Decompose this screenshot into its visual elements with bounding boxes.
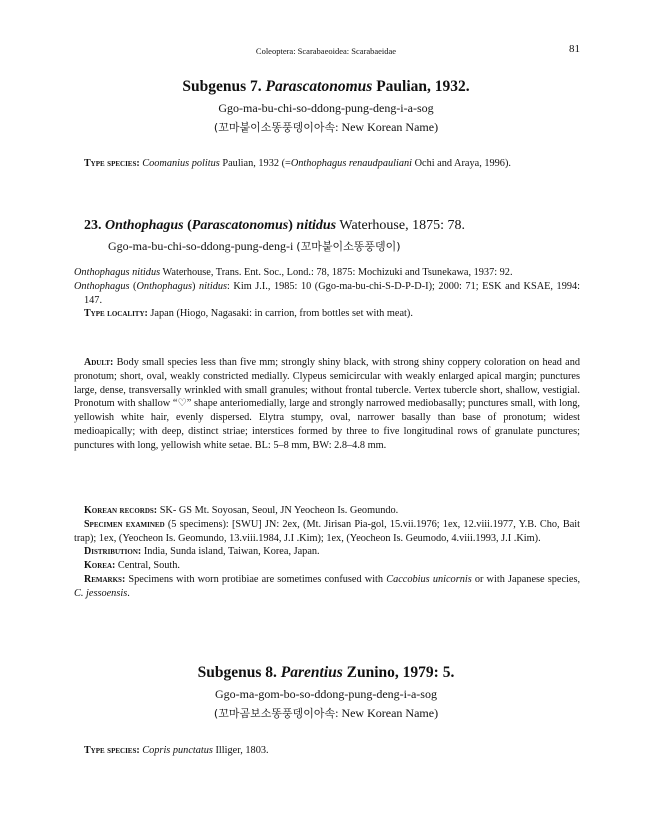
- subgenus-7-korean-line: [0, 119, 652, 135]
- adult-text: Body small species less than five mm; strongly shiny black, with strong shiny coppery coloration on head and pronotum; short, oval, weakly constricted medially. Clypeus semicircular with weakly enlarged apical margin; punctures large, dense, transversally wrinkled with small granules; without frontal tubercle. Vertex tubercle short, shallow, vestigial. Pronotum with shallow “♡” shape anteriomedially, large and strongly narrowed mediobasally; punctures small, with long, yellowish white hair, evenly dispersed. Elytra stumpy, oval, narrower basally than base of pronotum; widest medioapically; with deep, distinct striae; interstices formed by three to five longitudinal rows of granulate punctures; punctures with long, yellowish white setae. BL: 5–8 mm, BW: 2.8–4.8 mm.: [74, 357, 580, 451]
- species-korean: (꼬마붙이소똥풍뎅이): [296, 240, 401, 253]
- korea-text: Central, South.: [117, 560, 180, 572]
- species-number: 23.: [84, 218, 102, 233]
- running-head: Coleoptera: Scarabaeoidea: Scarabaeidae: [255, 46, 397, 56]
- remarks-species-2: C. jessoensis: [74, 587, 128, 599]
- type-species-label: Type species:: [84, 158, 140, 169]
- type-species-synonym-author: Ochi and Araya, 1996).: [414, 158, 511, 169]
- species-subgenus: Parascatonomus: [191, 218, 289, 233]
- remarks-mid: or with Japanese species,: [474, 573, 581, 585]
- type-species-author: Paulian, 1932 (=: [222, 158, 291, 169]
- subgenus-8-romanized: Ggo-ma-gom-bo-so-ddong-pung-deng-i-a-sog: [215, 687, 437, 701]
- species-epithet: nitidus: [296, 218, 337, 233]
- subgenus-8-prefix: Subgenus 8.: [197, 664, 277, 681]
- specimen-examined: [74, 518, 580, 546]
- subgenus-7-korean-suffix: : New Korean Name): [335, 120, 439, 134]
- korean-records-text: SK- GS Mt. Soyosan, Seoul, JN Yeocheon Is. Geomundo.: [159, 505, 399, 516]
- species-romanized: Ggo-ma-bu-chi-so-ddong-pung-deng-i: [108, 239, 294, 253]
- reference-2-subgenus: Onthophagus: [136, 280, 192, 292]
- species-author: Waterhouse, 1875: 78.: [339, 218, 465, 233]
- subgenus-8-type-species: [74, 744, 580, 758]
- records-block: [74, 504, 580, 601]
- distribution-label: Distribution:: [84, 546, 142, 558]
- adult-description: [74, 356, 580, 453]
- type-species-synonym: Onthophagus renaudpauliani: [290, 158, 413, 169]
- reference-2-epithet: nitidus: [198, 280, 228, 292]
- species-23-title: [84, 218, 465, 234]
- reference-1-name: Onthophagus nitidus: [74, 267, 161, 278]
- korean-records: [74, 504, 580, 518]
- species-open-paren: (: [187, 218, 192, 233]
- subgenus-7-title: [0, 78, 652, 96]
- specimen-text: (5 specimens): [SWU] JN: 2ex, (Mt. Jirisan Pia-gol, 15.vii.1976; 1ex, 12.viii.1977, Y.B. Cho, Bait trap); 1ex, (Yeocheon Is. Geomundo, 13.viii.1984, J.I .Kim); 1ex, (Yeocheon Is. Geumodo, 4.viii.1993, J.I .Kim).: [74, 518, 580, 544]
- subgenus-8-korean-line: [0, 705, 652, 721]
- specimen-label: Specimen examined: [84, 518, 165, 530]
- reference-2-genus: Onthophagus: [74, 280, 130, 292]
- subgenus-7-romanized: Ggo-ma-bu-chi-so-ddong-pung-deng-i-a-sog: [218, 101, 434, 115]
- distribution-text: India, Sunda island, Taiwan, Korea, Japan.: [143, 546, 320, 558]
- reference-1: [74, 266, 580, 280]
- subgenus-7-name: Parascatonomus: [265, 78, 373, 95]
- remarks-text: Specimens with worn protibiae are sometimes confused with: [128, 573, 384, 585]
- distribution: [74, 545, 580, 559]
- remarks-end: .: [127, 587, 130, 599]
- korea-label: Korea:: [84, 560, 116, 572]
- type-locality: [74, 307, 580, 321]
- adult-label: Adult:: [84, 357, 114, 368]
- remarks-label: Remarks:: [84, 573, 126, 585]
- korea-range: [74, 559, 580, 573]
- subgenus-8-type-label: Type species:: [84, 745, 140, 756]
- korean-records-label: Korean records:: [84, 505, 158, 516]
- subgenus-7-korean: (꼬마붙이소똥풍뎅이아속: [213, 121, 336, 134]
- reference-1-text: Waterhouse, Trans. Ent. Soc., Lond.: 78, 1875: Mochizuki and Tsunekawa, 1937: 92.: [162, 267, 513, 278]
- type-locality-label: Type locality:: [84, 308, 148, 320]
- reference-2-text: : Kim J.I., 1985: 10 (Ggo-ma-bu-chi-S-D-P-D-I); 2000: 71; ESK and KSAE, 1994: 147.: [84, 280, 580, 306]
- subgenus-7-prefix: Subgenus 7.: [182, 78, 262, 95]
- subgenus-8-type-name: Copris punctatus: [142, 745, 213, 756]
- subgenus-7-type-species: [74, 157, 580, 171]
- species-23-references: [74, 266, 580, 321]
- species-23-common-name: [108, 238, 401, 254]
- page-number: 81: [569, 43, 580, 55]
- subgenus-7-author: Paulian, 1932.: [376, 78, 470, 95]
- remarks: [74, 573, 580, 601]
- subgenus-8-author: Zunino, 1979: 5.: [346, 664, 455, 681]
- subgenus-8-korean: (꼬마곰보소똥풍뎅이아속: [213, 707, 336, 720]
- subgenus-8-name: Parentius: [280, 664, 343, 681]
- subgenus-8-title: [0, 664, 652, 682]
- type-locality-text: Japan (Hiogo, Nagasaki: in carrion, from bottles set with meat).: [150, 308, 413, 320]
- species-genus: Onthophagus: [105, 218, 184, 233]
- subgenus-8-type-author: Illiger, 1803.: [215, 745, 269, 756]
- type-species-name: Coomanius politus: [142, 158, 220, 169]
- remarks-species-1: Caccobius unicornis: [386, 573, 472, 585]
- subgenus-8-korean-suffix: : New Korean Name): [335, 706, 439, 720]
- reference-2: Onthophagus (Onthophagus) nitidus: Kim J.I., 1985: 10 (Ggo-ma-bu-chi-S-D-P-D-I); 2000: 71; ESK and KSAE, 1994: 147.: [74, 280, 580, 306]
- species-close-paren: ): [288, 218, 293, 233]
